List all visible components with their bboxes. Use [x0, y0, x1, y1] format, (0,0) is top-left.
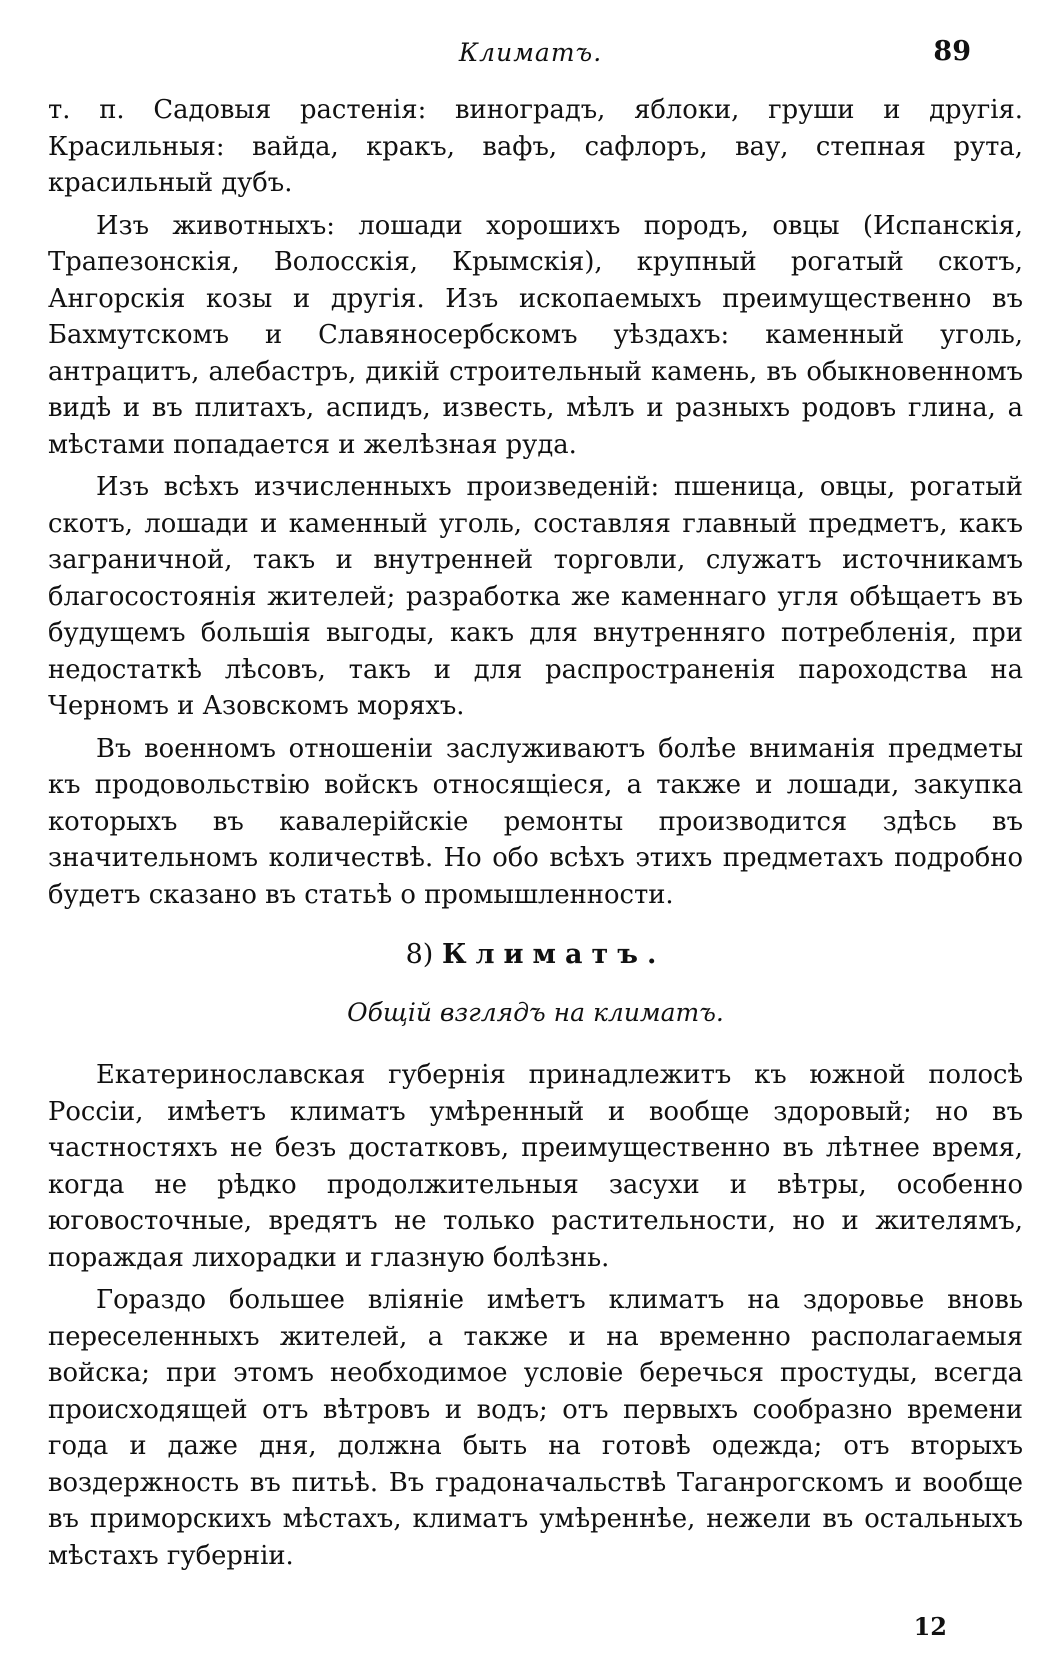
section-title: Климатъ. — [441, 939, 666, 970]
page-body — [48, 92, 1023, 1574]
paragraph: Изъ животныхъ: лошади хорошихъ породъ, овцы (Испанскія, Трапезонскія, Волосскія, Крымскія), крупный рогатый скотъ, Ангорскія козы и другія. Изъ ископаемыхъ преимущественно въ Бахмутскомъ и Славяносербскомъ уѣздахъ: каменный уголь, антрацитъ, алебастръ, дикій строительный камень, въ обыкновенномъ видѣ и въ плитахъ, аспидъ, известь, мѣлъ и разныхъ родовъ глина, а мѣстами попадается и желѣзная руда. — [48, 210, 1023, 460]
paragraph: Екатеринославская губернія принадлежитъ къ южной полосѣ Россіи, имѣетъ климатъ умѣренный и вообще здоровый; но въ частностяхъ не безъ достатковъ, преимущественно въ лѣтнее время, когда не рѣдко продолжительныя засухи и вѣтры, особенно юговосточные, вредятъ не только растительности, но и жителямъ, пораждая лихорадки и глазную болѣзнь. — [48, 1060, 1023, 1273]
paragraph: Въ военномъ отношеніи заслуживаютъ болѣе вниманія предметы къ продовольствію войскъ относящіеся, а также и лошади, закупка которыхъ въ кавалерійскіе ремонты производится здѣсь въ значительномъ количествѣ. Но обо всѣхъ этихъ предметахъ подробно будетъ сказано въ статьѣ о промышленности. — [48, 733, 1023, 910]
running-title: Климатъ. — [458, 38, 603, 67]
subsection-heading: Общій взглядъ на климатъ. — [347, 998, 724, 1027]
section-number: 8) — [405, 939, 434, 970]
section-heading — [48, 935, 1023, 975]
paragraph: Изъ всѣхъ изчисленныхъ произведеній: пшеница, овцы, рогатый скотъ, лошади и каменный уголь, составляя главный предметъ, какъ заграничной, такъ и внутренней торговли, служатъ источникамъ благосостоянія жителей; разработка же каменнаго угля обѣщаетъ въ будущемъ большія выгоды, какъ для внутренняго потребленія, при недостаткѣ лѣсовъ, такъ и для распространенія пароходства на Черномъ и Азовскомъ моряхъ. — [48, 472, 1023, 721]
printer-signature-mark: 12 — [913, 1612, 947, 1641]
paragraph: Гораздо большее вліяніе имѣетъ климатъ на здоровье вновь переселенныхъ жителей, а также и на временно располагаемыя войска; при этомъ необходимое условіе беречься простуды, всегда происходящей отъ вѣтровъ и водъ; отъ первыхъ сообразно времени года и даже дня, должна быть на готовѣ одежда; отъ вторыхъ воздержность въ питьѣ. Въ градоначальствѣ Таганрогскомъ и вообще въ приморскихъ мѣстахъ, климатъ умѣреннѣе, нежели въ остальныхъ мѣстахъ губерніи. — [48, 1285, 1023, 1571]
paragraph-continued: т. п. Садовыя растенія: виноградъ, яблоки, груши и другія. Красильныя: вайда, кракъ, вафъ, сафлоръ, вау, степная рута, красильный дубъ. — [48, 95, 1023, 198]
page-number: 89 — [933, 36, 971, 67]
